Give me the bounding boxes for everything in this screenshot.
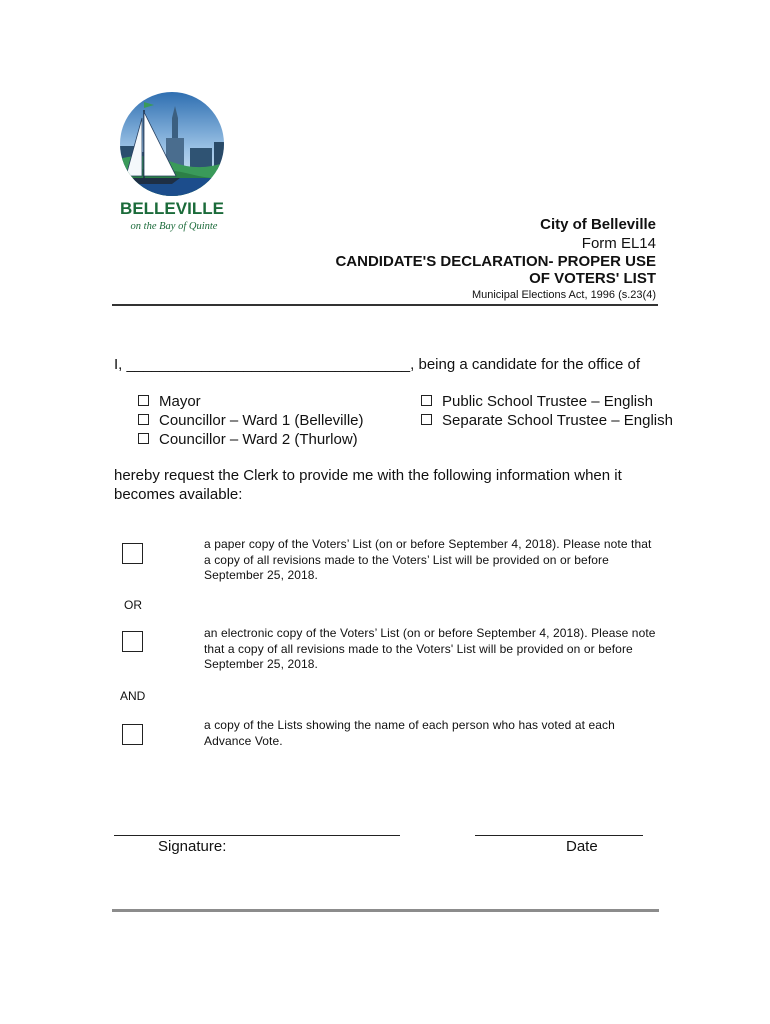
office-option-councillor-ward1[interactable] (138, 412, 364, 429)
office-checkbox[interactable] (138, 433, 149, 444)
office-label: Councillor – Ward 2 (Thurlow) (159, 431, 358, 448)
office-label: Mayor (159, 393, 201, 410)
candidate-name-line: I, __________________________________, being a candidate for the office of (114, 356, 641, 373)
act-reference: Municipal Elections Act, 1996 (s.23(4) (471, 289, 656, 301)
office-label: Separate School Trustee – English (442, 412, 673, 429)
date-label: Date (566, 838, 598, 855)
and-separator: AND (120, 689, 146, 703)
form-number: Form EL14 (581, 235, 656, 252)
advance-vote-checkbox[interactable] (122, 724, 143, 745)
office-checkbox[interactable] (421, 414, 432, 425)
request-statement: hereby request the Clerk to provide me with the following information when it becomes available: (114, 467, 622, 503)
header-divider (112, 304, 658, 306)
paper-copy-text: a paper copy of the Voters’ List (on or before September 4, 2018). Please note that a copy of all revisions made to the Voters’ List will be provided on or before September 25, 2018. (204, 537, 652, 582)
office-option-councillor-ward2[interactable] (138, 431, 358, 448)
declaration-title-line1: CANDIDATE'S DECLARATION- PROPER USE (335, 253, 656, 270)
office-checkbox[interactable] (421, 395, 432, 406)
office-checkbox[interactable] (138, 414, 149, 425)
office-option-mayor[interactable] (138, 393, 201, 410)
signature-label: Signature: (158, 838, 227, 855)
electronic-copy-text: an electronic copy of the Voters’ List (on or before September 4, 2018). Please note that a copy of all revisions made to the Voters' List will be provided on or before September 25, 2018. (204, 626, 656, 671)
office-option-separate-trustee[interactable] (421, 412, 673, 429)
footer-divider (112, 909, 659, 912)
belleville-logo (110, 92, 235, 232)
office-option-public-trustee[interactable] (421, 393, 653, 410)
advance-vote-text: a copy of the Lists showing the name of each person who has voted at each Advance Vote. (204, 718, 615, 748)
svg-text:BELLEVILLE: BELLEVILLE (120, 199, 224, 218)
office-label: Councillor – Ward 1 (Belleville) (159, 412, 364, 429)
declaration-title-line2: OF VOTERS' LIST (529, 270, 656, 287)
city-title: City of Belleville (540, 216, 656, 233)
svg-text:on the Bay of Quinte: on the Bay of Quinte (130, 221, 218, 232)
or-separator: OR (124, 598, 142, 612)
office-label: Public School Trustee – English (442, 393, 653, 410)
office-checkbox[interactable] (138, 395, 149, 406)
signature-line[interactable] (114, 835, 400, 836)
date-line[interactable] (475, 835, 643, 836)
electronic-copy-checkbox[interactable] (122, 631, 143, 652)
paper-copy-checkbox[interactable] (122, 543, 143, 564)
